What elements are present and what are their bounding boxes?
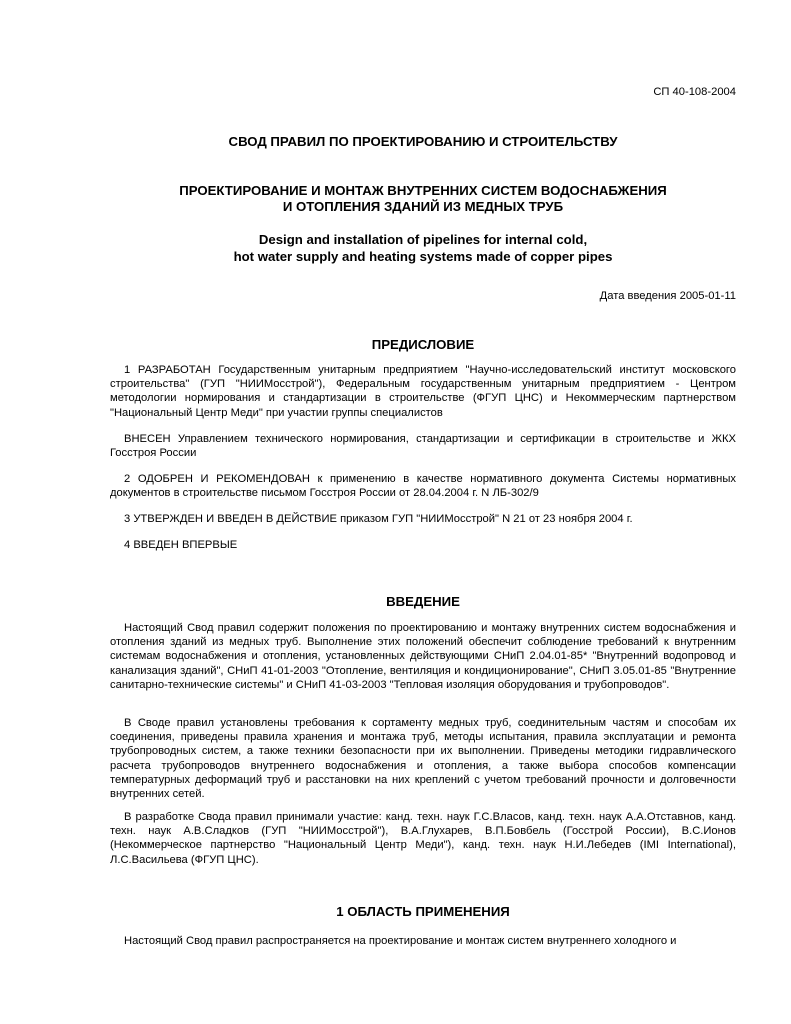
introduction-paragraph-2: В Своде правил установлены требования к сортаменту медных труб, соединительным частям и способам их соединения, приведены правила хранения и монтажа труб, методы испытания, правила эксплуатации и ремонта трубопроводных систем, а также техники безопасности при их выполнении. Приведены методики гидравлического расчета трубопроводов внутреннего водоснабжения и отопления, а также выбора способов компенсации температурных деформаций труб и расстановки на них креплений с учетом требований прочности и долговечности внутренних сетей.	[110, 717, 736, 801]
foreword-heading: ПРЕДИСЛОВИЕ	[371, 337, 475, 352]
scope-paragraph-1: Настоящий Свод правил распространяется на проектирование и монтаж систем внутреннего холодного и	[124, 935, 677, 947]
scope-heading: 1 ОБЛАСТЬ ПРИМЕНЕНИЯ	[336, 904, 510, 919]
foreword-paragraph-2: ВНЕСЕН Управлением технического нормирования, стандартизации и сертификации в строительстве и ЖКХ Госстроя России	[110, 433, 736, 460]
introduction-paragraph-1: Настоящий Свод правил содержит положения по проектированию и монтажу внутренних систем водоснабжения и отопления зданий из медных труб. Выполнение этих положений обеспечит соблюдение требований к внутренним системам водоснабжения и отопления, установленных действующими СНиП 2.04.01-85* "Внутренний водопровод и канализация зданий", СНиП 41-01-2003 "Отопление, вентиляция и кондиционирование", СНиП 3.05.01-85 "Внутренние санитарно-технические системы" и СНиП 41-03-2003 "Тепловая изоляция оборудования и трубопроводов".	[110, 622, 736, 691]
english-title-line1: Design and installation of pipelines for internal cold,	[258, 232, 588, 247]
introduction-heading: ВВЕДЕНИЕ	[386, 594, 460, 609]
foreword-paragraph-1: 1 РАЗРАБОТАН Государственным унитарным предприятием "Научно-исследовательский институт московского строительства" (ГУП "НИИМосстрой"), Федеральным государственным унитарным предприятием - Центром методологии нормирования и стандартизации в строительстве (ФГУП ЦНС) и Некоммерческим партнерством "Национальный Центр Меди" при участии группы специалистов	[110, 364, 736, 419]
document-code: СП 40-108-2004	[653, 86, 736, 98]
document-page	[110, 0, 736, 1024]
foreword-paragraph-3: 2 ОДОБРЕН И РЕКОМЕНДОВАН к применению в качестве нормативного документа Системы нормативных документов в строительстве письмом Госстроя России от 28.04.2004 г. N ЛБ-302/9	[110, 473, 736, 500]
english-title-line2: hot water supply and heating systems made of copper pipes	[233, 249, 613, 264]
foreword-paragraph-5: 4 ВВЕДЕН ВПЕРВЫЕ	[124, 539, 238, 551]
document-subtitle-line2: И ОТОПЛЕНИЯ ЗДАНИЙ ИЗ МЕДНЫХ ТРУБ	[282, 199, 564, 214]
document-subtitle-line1: ПРОЕКТИРОВАНИЕ И МОНТАЖ ВНУТРЕННИХ СИСТЕМ ВОДОСНАБЖЕНИЯ	[179, 183, 667, 198]
document-title: СВОД ПРАВИЛ ПО ПРОЕКТИРОВАНИЮ И СТРОИТЕЛЬСТВУ	[228, 134, 618, 149]
introduction-paragraph-3: В разработке Свода правил принимали участие: канд. техн. наук Г.С.Власов, канд. техн. наук А.А.Отставнов, канд. техн. наук А.В.Сладков (ГУП "НИИМосстрой"), В.А.Глухарев, В.П.Бовбель (Госстрой России), В.С.Ионов (Некоммерческое партнерство "Национальный Центр Меди"), канд. техн. наук Н.И.Лебедев (IMI International), Л.С.Васильева (ФГУП ЦНС).	[110, 811, 736, 866]
introduction-date: Дата введения 2005-01-11	[599, 290, 736, 302]
foreword-paragraph-4: 3 УТВЕРЖДЕН И ВВЕДЕН В ДЕЙСТВИЕ приказом ГУП "НИИМосстрой" N 21 от 23 ноября 2004 г.	[124, 513, 633, 525]
